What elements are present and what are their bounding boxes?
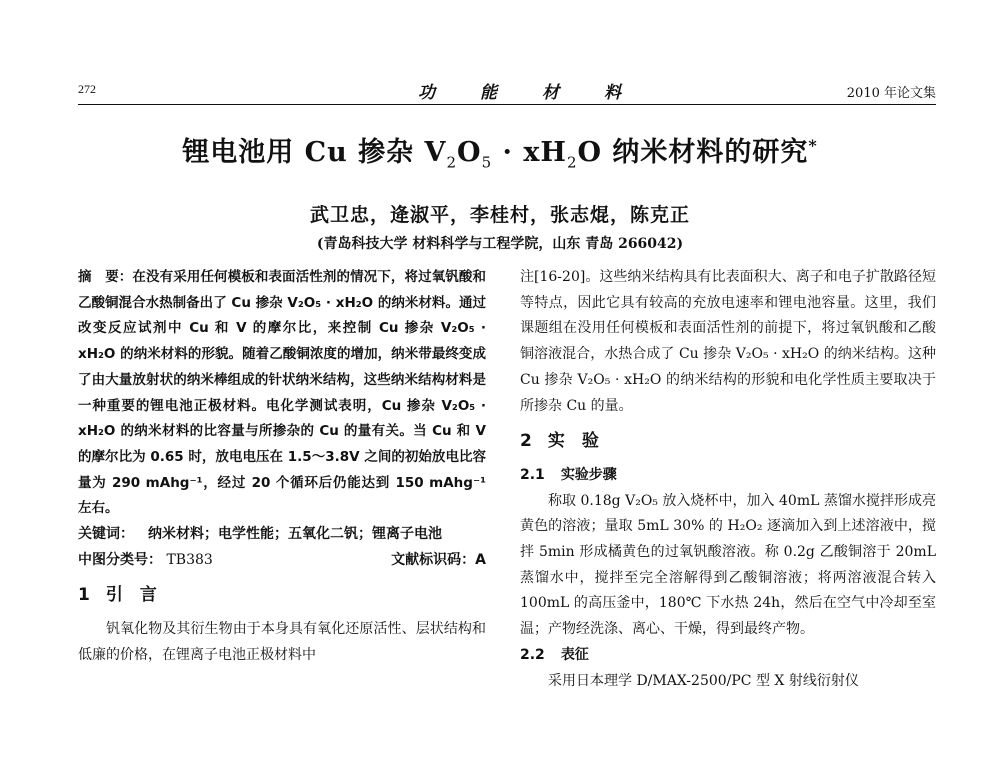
classification (78, 548, 486, 574)
subsection-title: 实验步骤 (560, 466, 617, 483)
running-header (78, 80, 936, 105)
journal-char: 功 (418, 83, 435, 103)
procedure-paragraph: 称取 0.18g V₂O₅ 放入烧杯中，加入 40mL 蒸馏水搅拌形成亮黄色的溶液；量取 5mL 30% 的 H₂O₂ 逐滴加入到上述溶液中，搅拌 5min 形成橘黄色的过氧钒酸溶液。称 0.2g 乙酸铜溶于 20mL 蒸馏水中，搅拌至完全溶解得到乙酸铜溶液；将两溶液混合转入 100mL 的高压釜中，180℃ 下水热 24h，然后在空气中冷却至室温；产物经洗涤、离心、干燥，得到最终产物。 (520, 492, 936, 638)
abstract (78, 265, 486, 522)
author-list: 武卫忠，逄淑平，李桂村，张志焜，陈克正 (309, 204, 690, 226)
keywords-text: 纳米材料；电学性能；五氧化二钒；锂离子电池 (148, 526, 442, 543)
keywords (78, 522, 486, 548)
title-middle: · xH (492, 137, 567, 168)
abstract-text: 在没有采用任何模板和表面活性剂的情况下，将过氧钒酸和乙酸铜混合水热制备出了 Cu 掺杂 V₂O₅ · xH₂O 的纳米材料。通过改变反应试剂中 Cu 和 V 的摩尔比，来控制 Cu 掺杂 V₂O₅ · xH₂O 的纳米材料的形貌。随着乙酸铜浓度的增加，纳米带最终变成了由大量放射状的纳米棒组成的针状纳米结构，这些纳米结构材料是一种重要的锂电池正极材料。电化学测试表明，Cu 掺杂 V₂O₅ · xH₂O 的纳米材料的比容量与所掺杂的 Cu 的量有关。当 Cu 和 V 的摩尔比为 0.65 时，放电电压在 1.5～3.8V 之间的初始放电比容量为 290 mAhg⁻¹，经过 20 个循环后仍能达到 150 mAhg⁻¹ 左右。 (78, 269, 487, 517)
abstract-label: 摘 要： (78, 269, 133, 285)
clc-label: 中图分类号： (78, 551, 162, 568)
paper-title (0, 130, 1000, 171)
section-number: 2 (520, 431, 532, 452)
section-heading-intro (78, 583, 486, 609)
clc-group (78, 548, 213, 574)
keywords-label: 关键词： (78, 526, 134, 543)
journal-char: 能 (480, 83, 497, 103)
subsection-heading-characterization (520, 643, 936, 669)
subsection-number: 2.1 (520, 466, 545, 483)
title-h-sub: 2 (566, 153, 578, 172)
subsection-number: 2.2 (520, 646, 545, 663)
journal-char: 料 (604, 83, 621, 103)
subsection-heading-procedure (520, 463, 936, 489)
section-number: 1 (78, 585, 90, 606)
section-title: 实 验 (547, 431, 599, 452)
section-title: 引 言 (105, 585, 157, 606)
section-heading-experiment (520, 429, 936, 455)
journal-char: 材 (542, 83, 559, 103)
intro-paragraph: 钒氧化物及其衍生物由于本身具有氧化还原活性、层状结构和低廉的价格，在锂离子电池正极材料中 (78, 621, 486, 663)
title-suffix: O 纳米材料的研究 (577, 137, 809, 168)
left-column (78, 265, 486, 669)
title-v-sub: 2 (446, 153, 458, 172)
title-footnote-mark: * (808, 136, 818, 155)
affiliation: (青岛科技大学 材料科学与工程学院，山东 青岛 266042) (316, 236, 684, 252)
collection-label: 2010 年论文集 (846, 86, 936, 101)
intro-continued: 注[16-20]。这些纳米结构具有比表面积大、离子和电子扩散路径短等特点，因此它具有较高的充放电速率和锂电池容量。这里，我们课题组在没用任何模板和表面活性剂的前提下，将过氧钒酸和乙酸铜溶液混合，水热合成了 Cu 掺杂 V₂O₅ · xH₂O 的纳米结构。这种 Cu 掺杂 V₂O₅ · xH₂O 的纳米结构的形貌和电化学性质主要取决于所掺杂 Cu 的量。 (520, 269, 936, 414)
characterization-paragraph: 采用日本理学 D/MAX-2500/PC 型 X 射线衍射仪 (548, 672, 859, 689)
doc-code: 文献标识码：A (391, 551, 486, 568)
title-o: O (457, 137, 482, 168)
subsection-title: 表征 (560, 646, 589, 663)
journal-name (418, 78, 666, 103)
page-number: 272 (78, 82, 96, 96)
clc-value: TB383 (166, 551, 213, 568)
title-o-sub: 5 (481, 153, 493, 172)
title-prefix: 锂电池用 Cu 掺杂 V (182, 137, 447, 168)
right-column (520, 265, 936, 694)
